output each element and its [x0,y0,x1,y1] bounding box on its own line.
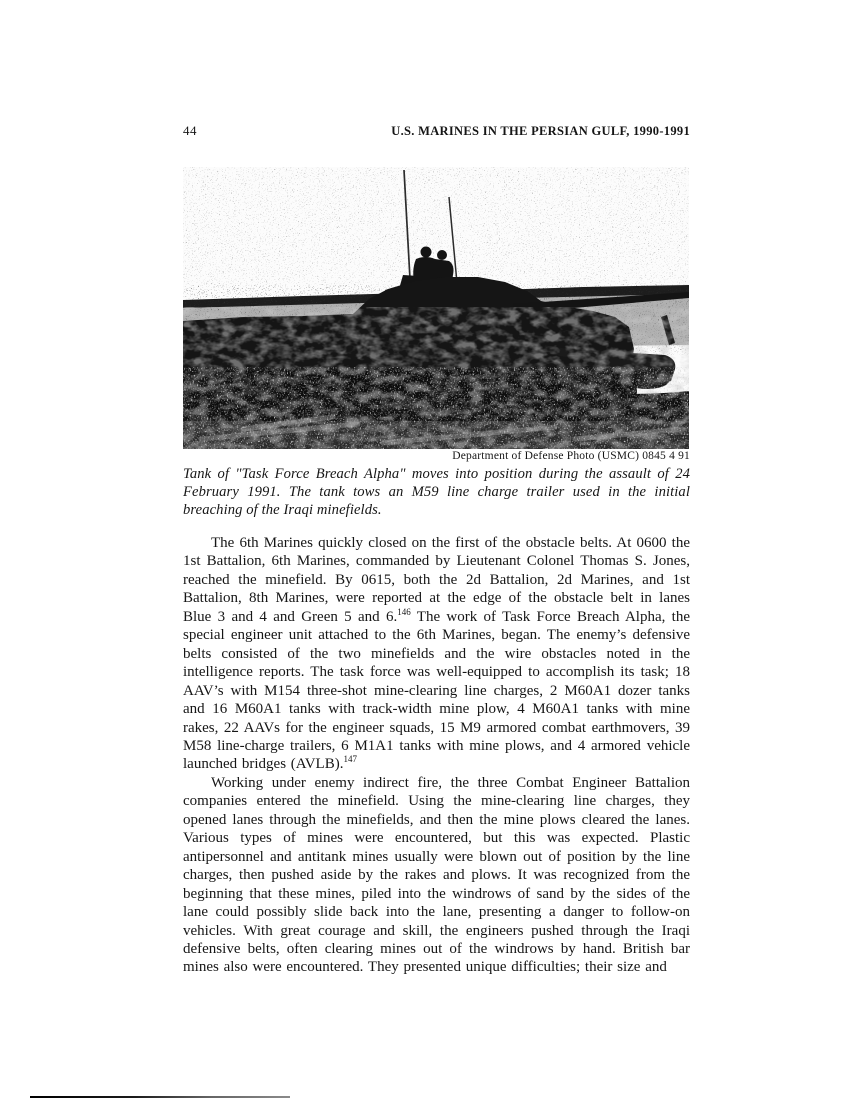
footnote-marker-147: 147 [343,754,357,765]
photo-caption: Tank of "Task Force Breach Alpha" moves into position during the assault of 24 February 1991. The tank tows an M59 line charge trailer used in the initial breaching of the Iraqi minefields. [183,466,690,518]
running-title: U.S. MARINES IN THE PERSIAN GULF, 1990-1991 [391,124,690,138]
page-header [183,123,690,139]
body-text [183,534,690,977]
footnote-marker-146: 146 [397,606,411,617]
tank-photo-graphic [183,167,689,449]
paragraph-2: Working under enemy indirect fire, the three Combat Engineer Battalion companies entered the minefield. Using the mine-clearing line charges, they opened lanes through the minefields, and then the mine plows cleared the lanes. Various types of mines were encountered, but this was expected. Plastic antipersonnel and antitank mines usually were blown out of position by the line charges, then pushed aside by the rakes and plows. It was recognized from the beginning that these mines, piled into the windrows of sand by the sides of the lane could possibly slide back into the lane, presenting a danger to follow-on vehicles. With great courage and skill, the engineers pushed through the Iraqi defensive belts, often clearing mines out of the windrows by hand. British bar mines also were encountered. They presented unique difficulties; their size and [183,774,690,976]
paragraph-1-text: The 6th Marines quickly closed on the first of the obstacle belts. At 0600 the 1st Battalion, 6th Marines, commanded by Lieutenant Colonel Thomas S. Jones, reached the minefield. By 0615, both the 2d Battalion, 2d Marines, and 1st Battalion, 8th Marines, were reported at the edge of the obstacle belt in lanes Blue 3 and 4 and Green 5 and 6. [183,535,690,625]
paragraph-1 [183,534,690,774]
photo-credit: Department of Defense Photo (USMC) 0845 4 91 [452,450,690,462]
tank-photo [183,167,689,449]
footer-rule [30,1096,290,1098]
halftone-mottle [183,307,689,449]
photo-figure [183,167,690,519]
paragraph-1-text-continued: The work of Task Force Breach Alpha, the special engineer unit attached to the 6th Marines, began. The enemy’s defensive belts consisted of the two minefields and the wire obstacles noted in the intelligence reports. The task force was well-equipped to accomplish its task; 18 AAV’s with M154 three-shot mine-clearing line charges, 2 M60A1 dozer tanks and 16 M60A1 tanks with track-width mine plow, 4 M60A1 tanks with mine rakes, 22 AAVs for the engineer squads, 15 M9 armored combat earthmovers, 39 M58 line-charge trailers, 6 M1A1 tanks with mine plows, and 4 armored vehicle launched bridges (AVLB). [183,608,691,773]
page-number: 44 [183,123,197,138]
